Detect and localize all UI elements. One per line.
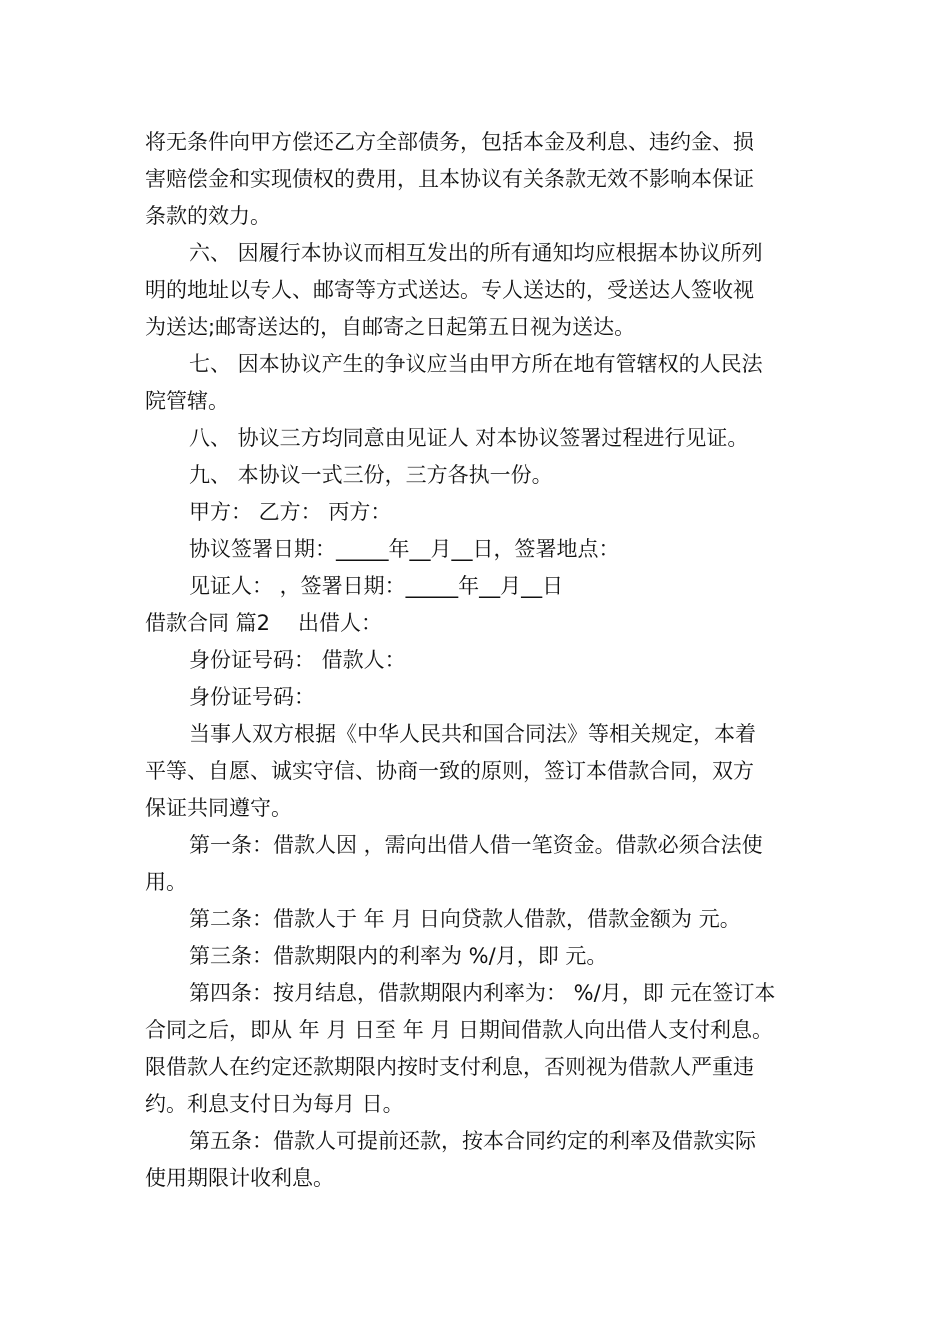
paragraph-line: 七、 因本协议产生的争议应当由甲方所在地有管辖权的人民法	[189, 352, 763, 376]
paragraph-line: 条款的效力。	[145, 204, 271, 228]
paragraph-line: 甲方： 乙方： 丙方：	[189, 500, 392, 524]
document-body	[145, 124, 807, 1197]
paragraph-line: 用。	[145, 870, 187, 894]
paragraph-line: 合同之后，即从 年 月 日至 年 月 日期间借款人向出借人支付利息。	[145, 1018, 774, 1042]
paragraph-line: 院管辖。	[145, 389, 229, 413]
paragraph-line: 平等、自愿、诚实守信、协商一致的原则，签订本借款合同，双方	[145, 759, 754, 783]
loan-contract-clauses	[145, 642, 807, 1197]
paragraph-line: 第三条：借款期限内的利率为 %/月，即 元。	[189, 944, 608, 968]
paragraph-line: 明的地址以专人、邮寄等方式送达。专人送达的，受送达人签收视	[145, 278, 754, 302]
paragraph-line: 九、 本协议一式三份，三方各执一份。	[189, 463, 553, 487]
paragraph-line: 见证人： ，签署日期：_____年__月__日	[189, 574, 564, 598]
paragraph-line: 约。利息支付日为每月 日。	[145, 1092, 404, 1116]
paragraph-line: 害赔偿金和实现债权的费用，且本协议有关条款无效不影响本保证	[145, 167, 754, 191]
paragraph-line: 身份证号码： 借款人：	[189, 648, 406, 672]
paragraph-line: 当事人双方根据《中华人民共和国合同法》等相关规定，本着	[189, 722, 756, 746]
paragraph-line: 为送达;邮寄送达的，自邮寄之日起第五日视为送达。	[145, 315, 636, 339]
paragraph-line: 协议签署日期：_____年__月__日，签署地点：	[189, 537, 620, 561]
paragraph-line: 使用期限计收利息。	[145, 1166, 334, 1190]
paragraph-line: 八、 协议三方均同意由见证人 对本协议签署过程进行见证。	[189, 426, 749, 450]
paragraph-line: 身份证号码：	[189, 685, 315, 709]
lender-label: 出借人：	[298, 611, 383, 635]
section-heading	[145, 605, 807, 642]
paragraph-line: 第四条：按月结息，借款期限内利率为： %/月，即 元在签订本	[189, 981, 776, 1005]
paragraph-line: 将无条件向甲方偿还乙方全部债务，包括本金及利息、违约金、损	[145, 130, 754, 154]
paragraph-line: 第五条：借款人可提前还款，按本合同约定的利率及借款实际	[189, 1129, 756, 1153]
agreement-clauses	[145, 124, 807, 605]
paragraph-line: 六、 因履行本协议而相互发出的所有通知均应根据本协议所列	[189, 241, 763, 265]
paragraph-line: 限借款人在约定还款期限内按时支付利息，否则视为借款人严重违	[145, 1055, 754, 1079]
section-title: 借款合同 篇2	[145, 611, 271, 635]
paragraph-line: 保证共同遵守。	[145, 796, 292, 820]
paragraph-line: 第一条：借款人因 ，需向出借人借一笔资金。借款必须合法使	[189, 833, 763, 857]
paragraph-line: 第二条：借款人于 年 月 日向贷款人借款，借款金额为 元。	[189, 907, 741, 931]
